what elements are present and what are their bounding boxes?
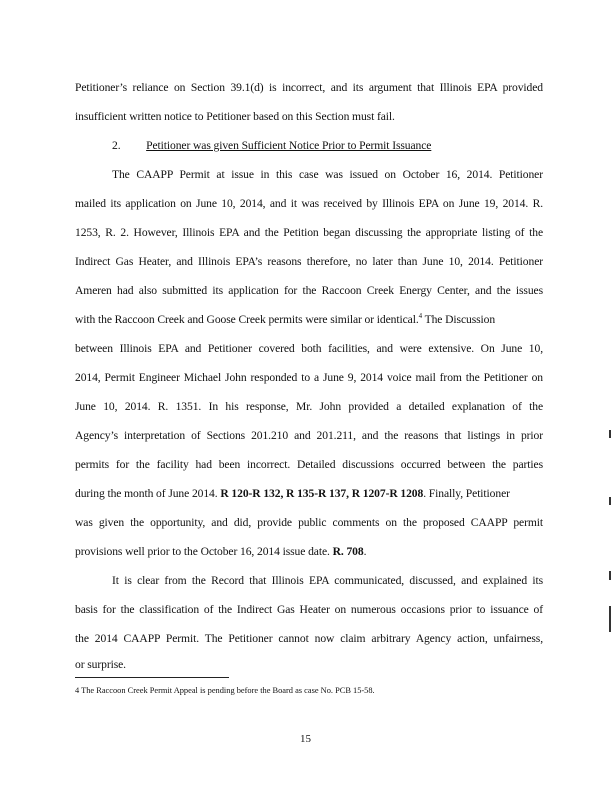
body-line-12-pre: during the month of June 2014. [75, 487, 221, 500]
scan-edge-mark [609, 497, 611, 505]
paragraph-end-line-1: Petitioner’s reliance on Section 39.1(d) is incorrect, and its argument that Illinois EPA provided [75, 81, 543, 94]
closing-line-2: basis for the classification of the Indirect Gas Heater on numerous occasions prior to issuance of [75, 603, 543, 616]
scan-edge-mark [609, 571, 611, 580]
body-line-12-post: . Finally, Petitioner [423, 487, 510, 500]
body-line-3: 1253, R. 2. However, Illinois EPA and the Petition began discussing the appropriate listing of the [75, 226, 543, 239]
footnote-text: 4 The Raccoon Creek Permit Appeal is pending before the Board as case No. PCB 15-58. [75, 686, 375, 695]
body-line-11: permits for the facility had been incorrect. Detailed discussions occurred between the parties [75, 458, 543, 471]
footnote-reference: 4 [418, 312, 423, 321]
footnote-divider [75, 677, 229, 678]
closing-line-4: or surprise. [75, 658, 126, 671]
body-line-7: between Illinois EPA and Petitioner covered both facilities, and were extensive. On June 10, [75, 342, 543, 355]
body-line-9: June 10, 2014. R. 1351. In his response, Mr. John provided a detailed explanation of the [75, 400, 543, 413]
body-line-13: was given the opportunity, and did, provide public comments on the proposed CAAPP permit [75, 516, 543, 529]
body-line-6-text: with the Raccoon Creek and Goose Creek permits were similar or identical. [75, 313, 419, 326]
page-number: 15 [300, 733, 311, 745]
closing-line-1: It is clear from the Record that Illinois EPA communicated, discussed, and explained its [112, 574, 543, 587]
scan-edge-mark [609, 430, 611, 438]
body-line-4: Indirect Gas Heater, and Illinois EPA’s reasons therefore, no later than June 10, 2014. Petitioner [75, 255, 543, 268]
closing-line-3: the 2014 CAAPP Permit. The Petitioner cannot now claim arbitrary Agency action, unfairness, [75, 632, 543, 645]
body-line-5: Ameren had also submitted its application for the Raccoon Creek Energy Center, and the issues [75, 284, 543, 297]
body-line-14-post: . [363, 545, 367, 558]
body-line-14 [75, 545, 366, 559]
record-citation: R 120-R 132, R 135-R 137, R 1207-R 1208 [220, 487, 424, 500]
heading-text: Petitioner was given Sufficient Notice Prior to Permit Issuance [146, 139, 432, 152]
body-line-2: mailed its application on June 10, 2014, and it was received by Illinois EPA on June 19, 2014. R. [75, 197, 543, 210]
body-line-8: 2014, Permit Engineer Michael John responded to a June 9, 2014 voice mail from the Petitioner on [75, 371, 543, 384]
body-line-10: Agency’s interpretation of Sections 201.210 and 201.211, and the reasons that listings in prior [75, 429, 543, 442]
heading-number: 2. [112, 139, 121, 152]
body-line-6 [75, 313, 495, 327]
body-line-1: The CAAPP Permit at issue in this case was issued on October 16, 2014. Petitioner [112, 168, 543, 181]
scan-edge-mark [609, 606, 611, 632]
body-line-12 [75, 487, 510, 501]
body-line-14-pre: provisions well prior to the October 16, 2014 issue date. [75, 545, 333, 558]
paragraph-end-line-2: insufficient written notice to Petitioner based on this Section must fail. [75, 110, 395, 123]
body-line-6-tail: The Discussion [422, 313, 496, 326]
record-citation-2: R. 708 [332, 545, 364, 558]
section-heading [112, 139, 431, 153]
